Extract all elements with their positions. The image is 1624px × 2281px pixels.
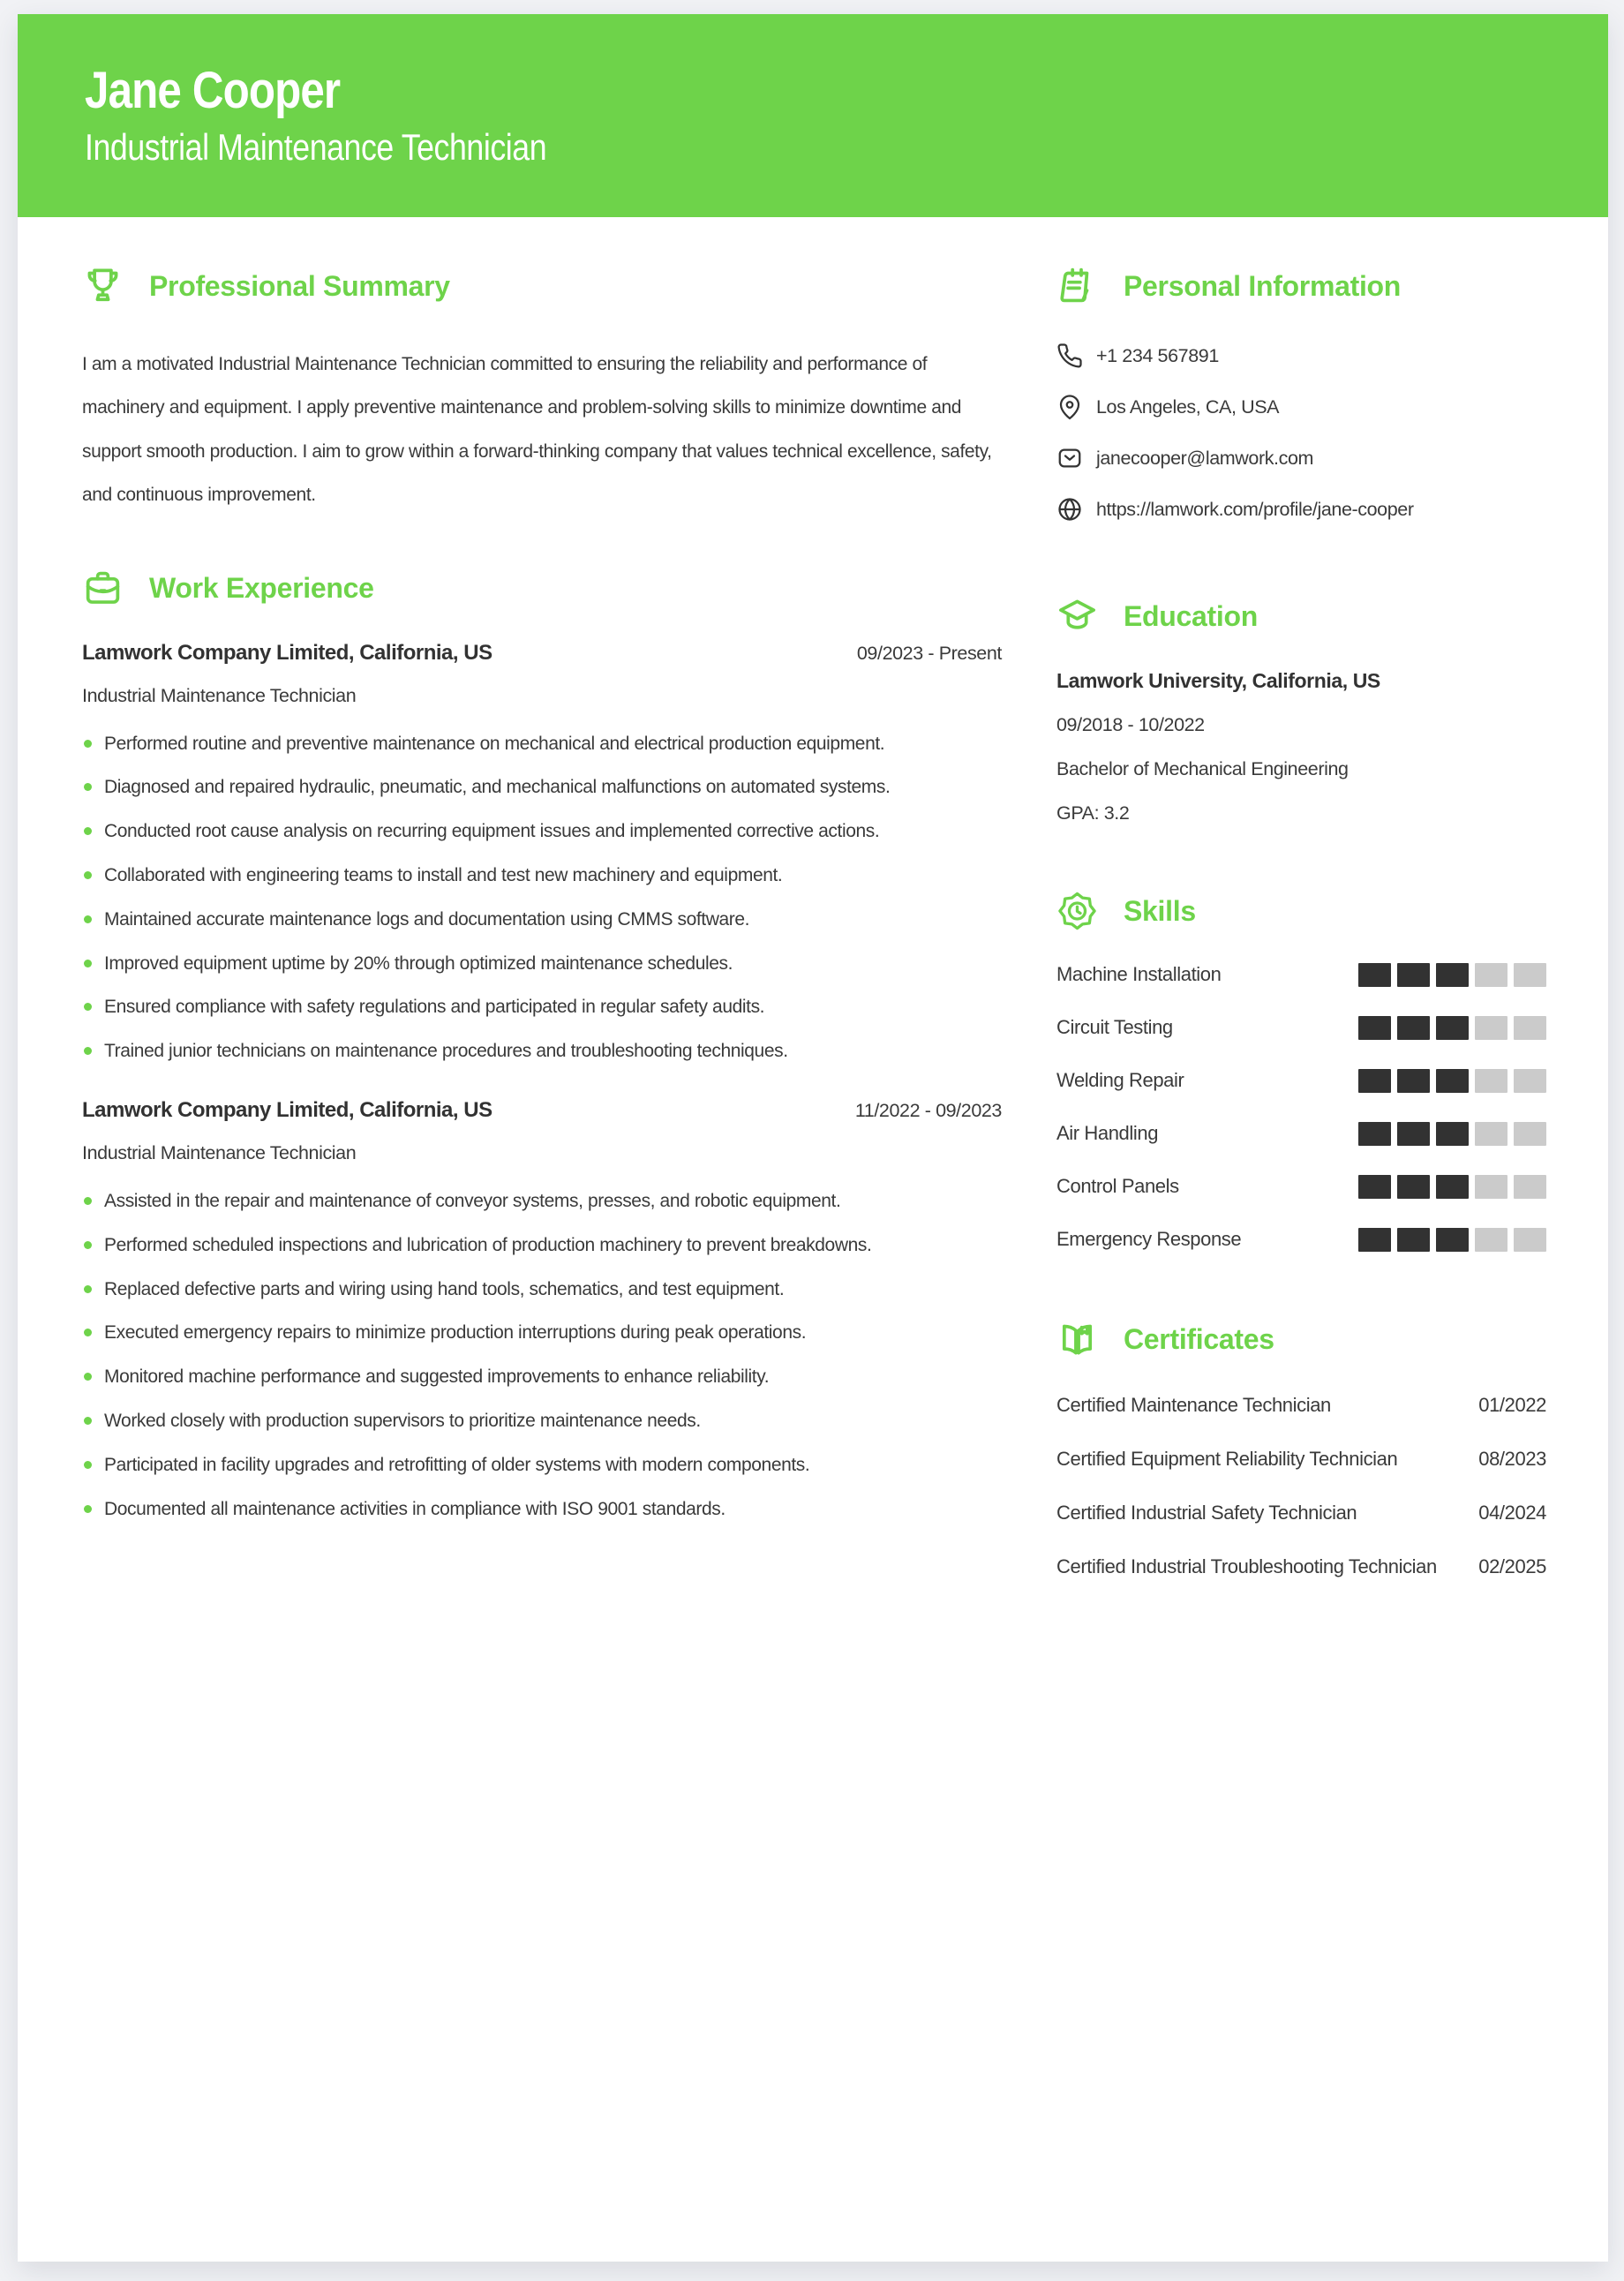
- skill-level-filled-square: [1358, 963, 1391, 987]
- skill-level-bar: [1358, 1175, 1546, 1199]
- professional-summary-section: [82, 263, 1002, 517]
- right-column: [1056, 217, 1546, 1580]
- skill-level-bar: [1358, 1069, 1546, 1093]
- skill-row: [1056, 1121, 1546, 1146]
- skill-level-filled-square: [1436, 1069, 1469, 1093]
- skill-level-bar: [1358, 1122, 1546, 1146]
- personal-information-header: [1056, 263, 1546, 309]
- content-area: [18, 217, 1608, 1580]
- education-header: [1056, 593, 1546, 639]
- gpa: GPA: 3.2: [1056, 802, 1130, 824]
- skill-row: [1056, 1015, 1546, 1040]
- school-name: Lamwork University, California, US: [1056, 669, 1380, 692]
- skill-level-empty-square: [1475, 1122, 1507, 1146]
- left-column: [82, 217, 1002, 1580]
- skill-level-empty-square: [1514, 1016, 1546, 1040]
- job-bullet: Improved equipment uptime by 20% through optimized maintenance schedules.: [82, 942, 1002, 986]
- graduation-cap-icon: [1056, 593, 1098, 639]
- work-experience-heading: Work Experience: [149, 571, 374, 604]
- notepad-icon: [1056, 263, 1098, 309]
- job-dates: 11/2022 - 09/2023: [854, 1100, 1002, 1121]
- skill-level-filled-square: [1397, 1175, 1430, 1199]
- job-dates: 09/2023 - Present: [856, 642, 1002, 664]
- skill-level-filled-square: [1358, 1069, 1391, 1093]
- skill-row: [1056, 1174, 1546, 1199]
- skill-level-filled-square: [1358, 1228, 1391, 1252]
- hero-header: [18, 14, 1608, 217]
- certificate-row: [1056, 1446, 1546, 1472]
- certificates-heading: Certificates: [1124, 1323, 1274, 1355]
- person-job-title: Industrial Maintenance Technician: [85, 126, 547, 168]
- job-bullet-list: [82, 1179, 1002, 1531]
- skills-section: [1056, 888, 1546, 1252]
- job-entry: [82, 1096, 1002, 1531]
- professional-summary-header: [82, 263, 1002, 309]
- certificate-date: 01/2022: [1478, 1394, 1546, 1416]
- skill-level-empty-square: [1475, 1228, 1507, 1252]
- work-experience-header: [82, 565, 1002, 611]
- job-bullet-list: [82, 722, 1002, 1073]
- skill-name: Control Panels: [1056, 1175, 1179, 1197]
- phone-row: [1056, 343, 1546, 369]
- certificate-name: Certified Equipment Reliability Technician: [1056, 1448, 1398, 1470]
- job-bullet: Monitored machine performance and suggested improvements to enhance reliability.: [82, 1355, 1002, 1399]
- skill-level-filled-square: [1436, 1175, 1469, 1199]
- job-bullet: Maintained accurate maintenance logs and documentation using CMMS software.: [82, 898, 1002, 942]
- skill-level-filled-square: [1358, 1016, 1391, 1040]
- skills-heading: Skills: [1124, 895, 1196, 927]
- job-position-title: Industrial Maintenance Technician: [82, 684, 357, 706]
- person-name: Jane Cooper: [85, 62, 341, 119]
- briefcase-icon: [82, 565, 124, 611]
- certificate-row: [1056, 1500, 1546, 1526]
- job-bullet: Executed emergency repairs to minimize production interruptions during peak operations.: [82, 1311, 1002, 1355]
- job-header-row: [82, 639, 1002, 667]
- skill-level-empty-square: [1475, 963, 1507, 987]
- skill-level-filled-square: [1436, 1122, 1469, 1146]
- certificate-name: Certified Maintenance Technician: [1056, 1394, 1331, 1416]
- skill-level-filled-square: [1397, 1228, 1430, 1252]
- phone-icon: [1056, 343, 1083, 369]
- mail-icon: [1056, 445, 1083, 471]
- job-position-title: Industrial Maintenance Technician: [82, 1142, 357, 1163]
- education-heading: Education: [1124, 600, 1258, 632]
- job-entry: [82, 639, 1002, 1073]
- certificate-date: 02/2025: [1478, 1555, 1546, 1577]
- job-bullet: Ensured compliance with safety regulations and participated in regular safety audits.: [82, 985, 1002, 1029]
- summary-paragraph: I am a motivated Industrial Maintenance Technician committed to ensuring the reliability and performance of machinery and equipment. I apply preventive maintenance and problem-solving skills to minimize downtime and support smooth production. I aim to grow within a forward-thinking company that values technical excellence, safety, and continuous improvement.: [82, 354, 992, 506]
- personal-information-heading: Personal Information: [1124, 270, 1402, 302]
- professional-summary-heading: Professional Summary: [149, 270, 450, 302]
- skill-level-filled-square: [1397, 1016, 1430, 1040]
- personal-information-section: [1056, 263, 1546, 523]
- certificates-header: [1056, 1316, 1546, 1362]
- location-icon: [1056, 394, 1083, 420]
- work-experience-section: [82, 565, 1002, 1532]
- skill-level-empty-square: [1475, 1016, 1507, 1040]
- contact-list: [1056, 343, 1546, 523]
- skill-name: Welding Repair: [1056, 1069, 1184, 1091]
- education-section: [1056, 593, 1546, 826]
- certificate-date: 04/2024: [1478, 1502, 1546, 1524]
- location-text: Los Angeles, CA, USA: [1096, 395, 1280, 418]
- skill-level-filled-square: [1397, 1122, 1430, 1146]
- badge-clock-icon: [1056, 888, 1098, 934]
- job-bullet: Performed routine and preventive maintenance on mechanical and electrical production equipment.: [82, 722, 1002, 766]
- skill-level-empty-square: [1514, 1122, 1546, 1146]
- skill-level-filled-square: [1436, 963, 1469, 987]
- job-bullet: Diagnosed and repaired hydraulic, pneumatic, and mechanical malfunctions on automated systems.: [82, 765, 1002, 809]
- open-book-icon: [1056, 1316, 1098, 1362]
- skill-level-filled-square: [1436, 1228, 1469, 1252]
- company-name: Lamwork Company Limited, California, US: [82, 640, 492, 665]
- email-address[interactable]: janecooper@lamwork.com: [1096, 447, 1314, 469]
- skill-level-empty-square: [1475, 1175, 1507, 1199]
- job-header-row: [82, 1096, 1002, 1125]
- skill-level-empty-square: [1514, 1228, 1546, 1252]
- certificate-name: Certified Industrial Troubleshooting Technician: [1056, 1555, 1437, 1577]
- website-row: [1056, 496, 1546, 523]
- certificate-date: 08/2023: [1478, 1448, 1546, 1470]
- skill-level-empty-square: [1514, 1175, 1546, 1199]
- profile-url[interactable]: https://lamwork.com/profile/jane-cooper: [1096, 498, 1414, 520]
- skill-level-filled-square: [1358, 1122, 1391, 1146]
- job-bullet: Performed scheduled inspections and lubrication of production machinery to prevent breakdowns.: [82, 1223, 1002, 1268]
- job-bullet: Worked closely with production supervisors to prioritize maintenance needs.: [82, 1399, 1002, 1443]
- certificate-name: Certified Industrial Safety Technician: [1056, 1502, 1357, 1524]
- degree: Bachelor of Mechanical Engineering: [1056, 758, 1349, 779]
- skill-row: [1056, 1227, 1546, 1252]
- job-bullet: Participated in facility upgrades and retrofitting of older systems with modern components.: [82, 1443, 1002, 1487]
- education-dates: 09/2018 - 10/2022: [1056, 714, 1205, 735]
- trophy-icon: [82, 263, 124, 309]
- skill-level-filled-square: [1436, 1016, 1469, 1040]
- job-bullet: Documented all maintenance activities in compliance with ISO 9001 standards.: [82, 1487, 1002, 1532]
- skill-row: [1056, 1068, 1546, 1093]
- skill-level-filled-square: [1397, 963, 1430, 987]
- skill-level-bar: [1358, 1016, 1546, 1040]
- email-row: [1056, 445, 1546, 471]
- skill-name: Machine Installation: [1056, 963, 1222, 985]
- skill-level-empty-square: [1514, 1069, 1546, 1093]
- skill-level-bar: [1358, 963, 1546, 987]
- phone-number: +1 234 567891: [1096, 344, 1219, 366]
- globe-icon: [1056, 496, 1083, 523]
- skill-level-filled-square: [1358, 1175, 1391, 1199]
- skill-name: Emergency Response: [1056, 1228, 1242, 1250]
- certificate-row: [1056, 1392, 1546, 1419]
- certificate-row: [1056, 1554, 1546, 1580]
- skill-name: Circuit Testing: [1056, 1016, 1173, 1038]
- job-bullet: Trained junior technicians on maintenance procedures and troubleshooting techniques.: [82, 1029, 1002, 1073]
- skill-level-empty-square: [1475, 1069, 1507, 1093]
- location-row: [1056, 394, 1546, 420]
- certificates-section: [1056, 1316, 1546, 1580]
- skill-row: [1056, 962, 1546, 987]
- skill-level-empty-square: [1514, 963, 1546, 987]
- job-bullet: Conducted root cause analysis on recurring equipment issues and implemented corrective actions.: [82, 809, 1002, 854]
- skill-level-filled-square: [1397, 1069, 1430, 1093]
- skill-level-bar: [1358, 1228, 1546, 1252]
- resume-page: [18, 14, 1608, 2262]
- job-bullet: Assisted in the repair and maintenance of conveyor systems, presses, and robotic equipment.: [82, 1179, 1002, 1223]
- job-bullet: Replaced defective parts and wiring using hand tools, schematics, and test equipment.: [82, 1268, 1002, 1312]
- skill-name: Air Handling: [1056, 1122, 1159, 1144]
- skills-header: [1056, 888, 1546, 934]
- company-name: Lamwork Company Limited, California, US: [82, 1098, 492, 1122]
- job-bullet: Collaborated with engineering teams to install and test new machinery and equipment.: [82, 854, 1002, 898]
